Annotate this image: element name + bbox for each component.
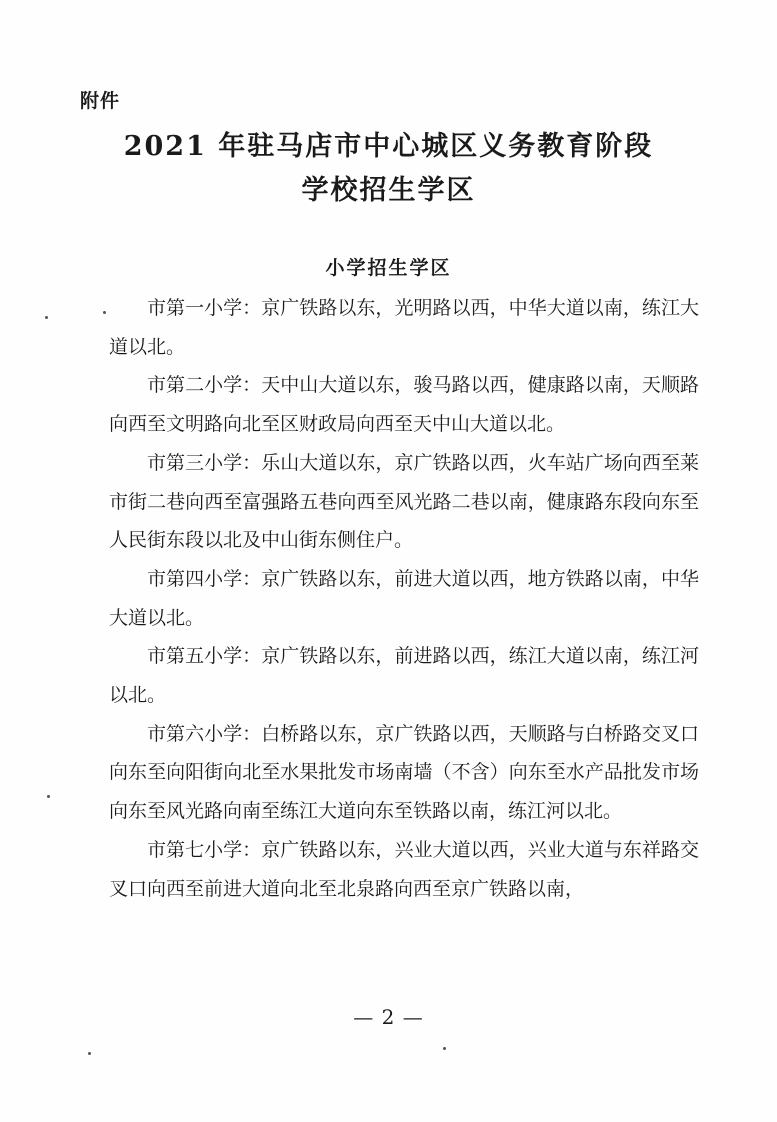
paragraph-school-7: 市第七小学：京广铁路以东，兴业大道以西，兴业大道与东祥路交叉口向西至前进大道向北至北泉路向西至京广铁路以南， <box>109 838 699 900</box>
document-body <box>109 289 699 908</box>
paragraph-school-2: 市第二小学：天中山大道以东，骏马路以西，健康路以南，天顺路向西至文明路向北至区财政局向西至天中山大道以北。 <box>109 374 699 436</box>
scan-speck <box>88 1052 91 1055</box>
document-title-line-2: 学校招生学区 <box>301 175 476 206</box>
scan-speck <box>45 316 48 319</box>
scan-speck <box>103 311 106 314</box>
section-heading: 小学招生学区 <box>325 257 452 279</box>
paragraph-school-5: 市第五小学：京广铁路以东，前进路以西，练江大道以南，练江河以北。 <box>109 645 699 707</box>
paragraph-school-4: 市第四小学：京广铁路以东，前进大道以西，地方铁路以南，中华大道以北。 <box>109 567 699 629</box>
scan-speck <box>47 795 50 798</box>
scan-speck <box>443 1047 446 1050</box>
page-number: — 2 — <box>353 1005 424 1029</box>
document-title-line-1: 2021 年驻马店市中心城区义务教育阶段 <box>123 131 654 162</box>
paragraph-school-1: 市第一小学：京广铁路以东，光明路以西，中华大道以南，练江大道以北。 <box>109 297 699 358</box>
attachment-label: 附件 <box>80 90 121 112</box>
paragraph-school-6: 市第六小学：白桥路以东，京广铁路以西，天顺路与白桥路交叉口向东至向阳街向北至水果批发市场南墙（不含）向东至水产品批发市场向东至风光路向南至练江大道向东至铁路以南，练江河以北。 <box>109 722 699 823</box>
paragraph-school-3: 市第三小学：乐山大道以东，京广铁路以西，火车站广场向西至莱市街二巷向西至富强路五巷向西至风光路二巷以南，健康路东段向东至人民街东段以北及中山街东侧住户。 <box>109 451 699 552</box>
